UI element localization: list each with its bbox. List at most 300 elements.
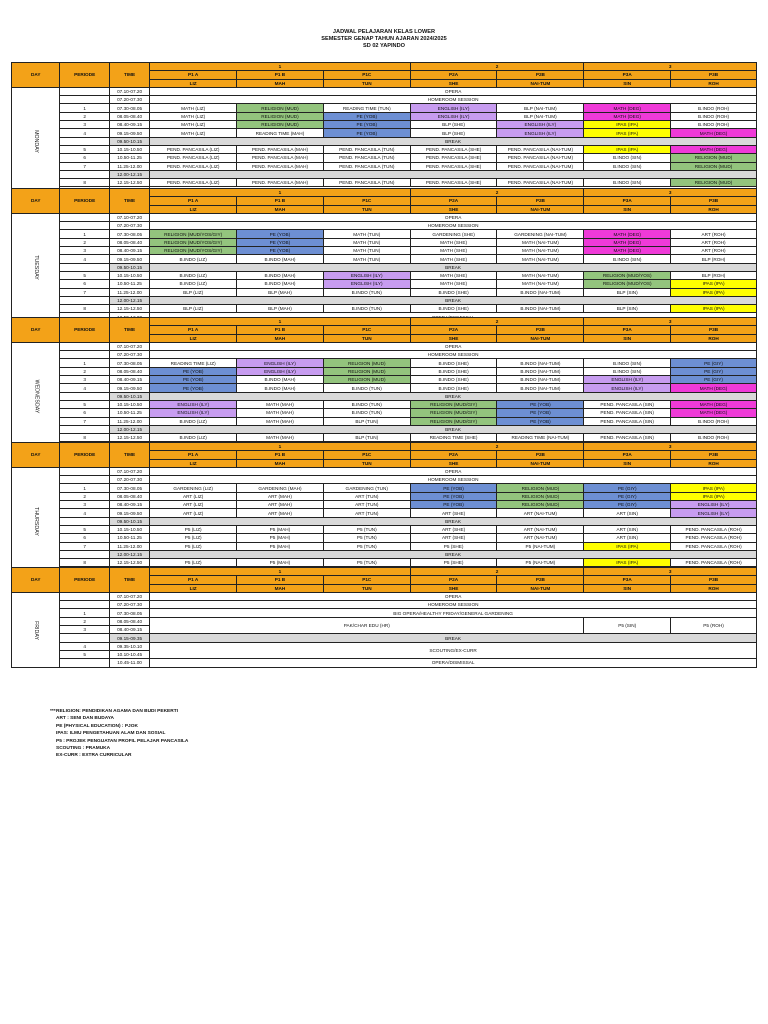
lesson-cell: RELIGION (MUD) — [497, 484, 584, 492]
lesson-cell: PE (YOB) — [497, 400, 584, 408]
span-cell: BREAK — [150, 137, 757, 145]
lesson-cell: ART (MAH) — [237, 492, 324, 500]
span-cell: HOMEROOM SESSION — [150, 476, 757, 484]
time-slot: 10.45-11.00 — [109, 659, 149, 667]
class-header: P3A — [584, 576, 671, 584]
schedule-row — [12, 271, 757, 279]
teacher-header: LIZ — [150, 459, 237, 467]
lesson-cell: ART (ROH) — [671, 238, 757, 246]
span-cell: BREAK — [150, 263, 757, 271]
lesson-cell: ENGLISH (ILY) — [671, 501, 757, 509]
lesson-cell: PE (YOB) — [237, 238, 324, 246]
lesson-cell: B.INDO (SIN) — [584, 359, 671, 367]
time-slot: 09.15-09.35 — [109, 634, 149, 642]
lesson-cell: RELIGION (MUD) — [237, 121, 324, 129]
lesson-cell: B.INDO (SHE) — [410, 367, 497, 375]
period-number — [60, 634, 109, 642]
lesson-cell: P5 (MAH) — [237, 559, 324, 567]
period-number: 1 — [60, 359, 109, 367]
lesson-cell: PE (YOB) — [150, 376, 237, 384]
class-header: P1C — [323, 197, 410, 205]
class-header: P2A — [410, 576, 497, 584]
time-slot: 07.20-07.30 — [109, 601, 149, 609]
legend-line: RELIGION: PENDIDIKAN AGAMA DAN BUDI PEKERTI — [56, 709, 178, 714]
grade-3-header: 3 — [584, 568, 757, 576]
class-header: P2B — [497, 326, 584, 334]
schedule-row — [12, 492, 757, 500]
class-header: P1 B — [237, 576, 324, 584]
time-slot: 11.25-12.00 — [109, 542, 149, 550]
periode-header: PERIODE — [60, 568, 109, 593]
schedule-row — [12, 238, 757, 246]
lesson-cell: ENGLISH (ILY) — [497, 121, 584, 129]
lesson-cell: B.INDO (SHE) — [410, 288, 497, 296]
lesson-cell: B.INDO (LIZ) — [150, 280, 237, 288]
lesson-cell: PE (YOB) — [150, 384, 237, 392]
lesson-cell: RELIGION (MUD/YOS/GIY) — [150, 230, 237, 238]
lesson-cell: B.INDO (MAH) — [237, 280, 324, 288]
schedule-row — [12, 280, 757, 288]
time-slot: 07.10-07.20 — [109, 592, 149, 600]
grade-1-header: 1 — [150, 443, 410, 451]
class-header: P3B — [671, 197, 757, 205]
schedule-row — [12, 425, 757, 433]
lesson-cell: RELIGION (MUD/YOS/GIY) — [150, 238, 237, 246]
lesson-cell: IPAS (IPA) — [671, 288, 757, 296]
lesson-cell: PEND. PANCASILA (SIN) — [584, 409, 671, 417]
time-slot: 08.40-09.15 — [109, 376, 149, 384]
time-slot: 12.15-12.50 — [109, 179, 149, 187]
lesson-cell: PEND. PANCASILA (TUN) — [323, 154, 410, 162]
period-number: 6 — [60, 154, 109, 162]
period-number: 2 — [60, 112, 109, 120]
time-slot: 09.35-10.10 — [109, 642, 149, 650]
lesson-cell: P5 (LIZ) — [150, 534, 237, 542]
time-slot: 07.10-07.20 — [109, 467, 149, 475]
legend-line: EX-CURR : EXTRA CURRICULAR — [56, 753, 132, 759]
lesson-cell: PE (YOB) — [237, 247, 324, 255]
period-number: 3 — [60, 626, 109, 634]
lesson-cell: ENGLISH (ILY) — [671, 509, 757, 517]
lesson-cell: PEND. PANCASILA (ROH) — [671, 542, 757, 550]
lesson-cell: BLP (TUN) — [323, 417, 410, 425]
schedule-row — [12, 121, 757, 129]
lesson-cell: ART (SIN) — [584, 509, 671, 517]
lesson-cell: PE (YOB) — [323, 129, 410, 137]
lesson-cell: ART (LIZ) — [150, 492, 237, 500]
span-cell: OPERA — [150, 342, 757, 350]
period-number: 1 — [60, 484, 109, 492]
schedule-row — [12, 367, 757, 375]
lesson-cell: GARDENING (NAI-TUM) — [497, 230, 584, 238]
lesson-cell: READING TIME (MAH) — [237, 129, 324, 137]
schedule-row — [12, 104, 757, 112]
lesson-cell: PEND. PANCASILA (SIN) — [584, 400, 671, 408]
time-slot: 07.20-07.30 — [109, 96, 149, 104]
lesson-cell: MATH (TUN) — [323, 255, 410, 263]
period-number: 6 — [60, 534, 109, 542]
lesson-cell: PEND. PANCASILA (MAH) — [237, 145, 324, 153]
time-slot: 08.05-08.40 — [109, 492, 149, 500]
time-slot: 10.15-10.50 — [109, 145, 149, 153]
schedule-row — [12, 305, 757, 313]
day-name — [12, 213, 60, 321]
schedule-row — [12, 247, 757, 255]
time-slot: 07.20-07.30 — [109, 222, 149, 230]
title-line-1: JADWAL PELAJARAN KELAS LOWER — [332, 29, 436, 35]
schedule-row — [12, 542, 757, 550]
lesson-cell: PE (YOB) — [410, 492, 497, 500]
legend-line: SCOUTING : PRAMUKA — [56, 746, 111, 752]
lesson-cell: B.INDO (SHE) — [410, 376, 497, 384]
time-header: TIME — [109, 318, 149, 343]
time-slot: 08.05-08.40 — [109, 238, 149, 246]
lesson-cell: BLP (NAI-TUM) — [497, 104, 584, 112]
legend — [50, 708, 189, 760]
lesson-cell: PEND. PANCASILA (MAH) — [237, 179, 324, 187]
lesson-cell: RELIGION (MUD) — [497, 501, 584, 509]
legend-line: ART : SENI DAN BUDAYA — [56, 716, 115, 722]
lesson-cell: ENGLISH (ILY) — [497, 129, 584, 137]
teacher-header: SIN — [584, 79, 671, 87]
lesson-cell: IPAS (IPA) — [584, 129, 671, 137]
class-header: P2B — [497, 71, 584, 79]
lesson-cell: MATH (LIZ) — [150, 121, 237, 129]
period-number — [60, 592, 109, 600]
lesson-cell: RELIGION (MUD/YOS/GIY) — [150, 247, 237, 255]
time-header: TIME — [109, 568, 149, 593]
lesson-cell: ENGLISH (ILY) — [584, 376, 671, 384]
periode-header: PERIODE — [60, 189, 109, 214]
class-header: P1 A — [150, 326, 237, 334]
schedule-row — [12, 617, 757, 625]
day-name-label: THURSDAY — [33, 507, 40, 537]
lesson-cell: B.INDO (ROH) — [671, 417, 757, 425]
time-slot: 07.30-08.05 — [109, 230, 149, 238]
lesson-cell: RELIGION (MUD) — [323, 359, 410, 367]
lesson-cell: RELIGION (MUD/GIY) — [410, 400, 497, 408]
lesson-cell: GARDENING (TUN) — [323, 484, 410, 492]
schedule-row — [12, 213, 757, 221]
period-number — [60, 601, 109, 609]
lesson-cell: MATH (LIZ) — [150, 104, 237, 112]
legend-line: IPAS: ILMU PENGETAHUAN ALAM DAN SOSIAL — [56, 731, 166, 737]
span-cell: BREAK — [150, 634, 757, 642]
time-slot: 10.50-11.25 — [109, 409, 149, 417]
class-header: P3B — [671, 451, 757, 459]
time-slot: 12.15-12.50 — [109, 559, 149, 567]
period-number: 1 — [60, 104, 109, 112]
lesson-cell: PEND. PANCASILA (SHE) — [410, 162, 497, 170]
class-header: P1C — [323, 576, 410, 584]
schedule-row — [12, 296, 757, 304]
lesson-cell: RELIGION (MUD) — [323, 367, 410, 375]
period-number — [60, 170, 109, 178]
lesson-cell: BLP (MAH) — [237, 305, 324, 313]
lesson-cell: MATH (DEG) — [584, 238, 671, 246]
time-slot: 09.15-09.50 — [109, 384, 149, 392]
teacher-header: ROH — [671, 205, 757, 213]
periode-header: PERIODE — [60, 318, 109, 343]
lesson-cell: B.INDO (LIZ) — [150, 271, 237, 279]
schedule-row — [12, 559, 757, 567]
schedule-row — [12, 222, 757, 230]
lesson-cell: PEND. PANCASILA (LIZ) — [150, 145, 237, 153]
lesson-cell: B.INDO (SIN) — [584, 255, 671, 263]
grade-1-header: 1 — [150, 189, 410, 197]
teacher-header: SHE — [410, 459, 497, 467]
lesson-cell: PE (GIY) — [584, 484, 671, 492]
time-slot: 07.10-07.20 — [109, 87, 149, 95]
schedule-row — [12, 255, 757, 263]
span-cell: BREAK — [150, 517, 757, 525]
period-number: 3 — [60, 501, 109, 509]
period-number — [60, 392, 109, 400]
lesson-cell: MATH (SHE) — [410, 247, 497, 255]
lesson-cell: B.INDO (LIZ) — [150, 417, 237, 425]
teacher-header: LIZ — [150, 79, 237, 87]
day-name-label: TUESDAY — [33, 255, 40, 281]
lesson-cell: BLP (ROH) — [671, 271, 757, 279]
lesson-cell: P5 (TUN) — [323, 534, 410, 542]
lesson-cell: RELIGION (MUD) — [671, 154, 757, 162]
span-cell: HOMEROOM SESSION — [150, 96, 757, 104]
lesson-cell: IPAS (IPA) — [671, 305, 757, 313]
teacher-header: SHE — [410, 205, 497, 213]
teacher-header: SHE — [410, 79, 497, 87]
teacher-header: NAI-TUM — [497, 205, 584, 213]
lesson-cell: PEND. PANCASILA (SHE) — [410, 154, 497, 162]
lesson-cell: ENGLISH (ILY) — [237, 359, 324, 367]
lesson-cell: GARDENING (LIZ) — [150, 484, 237, 492]
lesson-cell: B.INDO (LIZ) — [150, 434, 237, 442]
grade-3-header: 3 — [584, 443, 757, 451]
teacher-header: NAI-TUM — [497, 334, 584, 342]
time-slot: 09.50-10.15 — [109, 517, 149, 525]
lesson-cell: PE (YOB) — [410, 484, 497, 492]
lesson-cell: MATH (DEG) — [671, 400, 757, 408]
day-header: DAY — [12, 63, 60, 88]
schedule-row — [12, 534, 757, 542]
lesson-cell: MATH (SHE) — [410, 255, 497, 263]
lesson-cell: IPAS (IPA) — [671, 280, 757, 288]
class-header: P2B — [497, 197, 584, 205]
lesson-cell: P5 (SHE) — [410, 559, 497, 567]
class-header: P1 A — [150, 576, 237, 584]
lesson-cell: B.INDO (ROH) — [671, 121, 757, 129]
time-slot: 09.15-09.50 — [109, 255, 149, 263]
day-table-friday — [11, 567, 757, 668]
title-line-2: SEMESTER GENAP TAHUN AJARAN 2024/2025 — [321, 36, 447, 42]
lesson-cell: MATH (NAI-TUM) — [497, 247, 584, 255]
grade-2-header: 2 — [410, 568, 584, 576]
period-number: 6 — [60, 280, 109, 288]
class-header: P1 B — [237, 197, 324, 205]
lesson-cell: MATH (MAH) — [237, 409, 324, 417]
time-slot: 10.50-11.25 — [109, 154, 149, 162]
time-slot: 07.30-08.05 — [109, 359, 149, 367]
span-cell: HOMEROOM SESSION — [150, 601, 757, 609]
period-number: 5 — [60, 650, 109, 658]
lesson-cell: IPAS (IPA) — [584, 559, 671, 567]
lesson-cell: B.INDO (SHE) — [410, 359, 497, 367]
lesson-cell: PEND. PANCASILA (ROH) — [671, 525, 757, 533]
schedule-row — [12, 96, 757, 104]
lesson-cell: ART (TUN) — [323, 509, 410, 517]
schedule-row — [12, 400, 757, 408]
schedule-row — [12, 434, 757, 442]
lesson-cell: ART (SHE) — [410, 534, 497, 542]
lesson-cell: IPAS (IPA) — [584, 145, 671, 153]
lesson-cell: BLP (SHE) — [410, 121, 497, 129]
legend-line: PE (PHYSICAL EDUCATION) : PJOK — [56, 723, 138, 729]
teacher-header: TUN — [323, 584, 410, 592]
grade-2-header: 2 — [410, 318, 584, 326]
schedule-row — [12, 409, 757, 417]
lesson-cell: B.INDO (ROH) — [671, 112, 757, 120]
lesson-cell: IPAS (IPA) — [671, 484, 757, 492]
lesson-cell: MATH (NAI-TUM) — [497, 255, 584, 263]
lesson-cell: B.INDO (TUN) — [323, 305, 410, 313]
lesson-cell: ART (ROH) — [671, 247, 757, 255]
time-header: TIME — [109, 443, 149, 468]
schedule-row — [12, 467, 757, 475]
lesson-cell: B.INDO (SIN) — [584, 162, 671, 170]
lesson-cell: B.INDO (MAH) — [237, 376, 324, 384]
lesson-cell: BLP (MAH) — [237, 288, 324, 296]
lesson-cell: BLP (SIN) — [584, 305, 671, 313]
lesson-cell: B.INDO (SIN) — [584, 179, 671, 187]
lesson-cell: MATH (DEG) — [584, 230, 671, 238]
period-number — [60, 296, 109, 304]
schedule-row — [12, 230, 757, 238]
lesson-cell: B.INDO (SHE) — [410, 305, 497, 313]
period-number: 5 — [60, 271, 109, 279]
span-cell: BREAK — [150, 296, 757, 304]
period-number: 4 — [60, 509, 109, 517]
lesson-cell: B.INDO (NAI-TUM) — [497, 384, 584, 392]
schedule-row — [12, 112, 757, 120]
day-name-label: WEDNESDAY — [33, 379, 40, 414]
class-header: P1 B — [237, 451, 324, 459]
grade-2-header: 2 — [410, 189, 584, 197]
period-number: 7 — [60, 542, 109, 550]
time-slot: 12.00-12.15 — [109, 425, 149, 433]
time-slot: 12.15-12.50 — [109, 305, 149, 313]
teacher-header: MAH — [237, 79, 324, 87]
lesson-cell: ENGLISH (ILY) — [150, 409, 237, 417]
grade-2-header: 2 — [410, 443, 584, 451]
schedule-row — [12, 359, 757, 367]
day-name — [12, 342, 60, 450]
lesson-cell: ART (LIZ) — [150, 501, 237, 509]
time-slot: 07.20-07.30 — [109, 476, 149, 484]
lesson-cell: PEND. PANCASILA (TUN) — [323, 179, 410, 187]
lesson-cell: ART (SIN) — [584, 534, 671, 542]
grade-2-header: 2 — [410, 63, 584, 71]
time-slot: 08.05-08.40 — [109, 617, 149, 625]
lesson-cell: ENGLISH (ILY) — [323, 280, 410, 288]
day-name — [12, 592, 60, 667]
lesson-cell: RELIGION (MUD/YOS) — [584, 280, 671, 288]
schedule-row — [12, 288, 757, 296]
time-slot: 08.40-09.15 — [109, 626, 149, 634]
day-header: DAY — [12, 318, 60, 343]
lesson-cell: ART (MAH) — [237, 501, 324, 509]
lesson-cell: IPAS (IPA) — [584, 542, 671, 550]
lesson-cell: BLP (SHE) — [410, 129, 497, 137]
class-header: P3B — [671, 71, 757, 79]
period-number: 2 — [60, 367, 109, 375]
lesson-cell: MATH (DEG) — [671, 409, 757, 417]
teacher-header: SIN — [584, 584, 671, 592]
lesson-cell: BLP (TUN) — [323, 434, 410, 442]
grade-3-header: 3 — [584, 189, 757, 197]
period-number: 1 — [60, 230, 109, 238]
span-cell: HOMEROOM SESSION — [150, 351, 757, 359]
lesson-cell: PE (GIY) — [584, 501, 671, 509]
lesson-cell: B.INDO (SHE) — [410, 384, 497, 392]
lesson-cell: P5 (MAH) — [237, 525, 324, 533]
grade-3-header: 3 — [584, 318, 757, 326]
teacher-header: NAI-TUM — [497, 584, 584, 592]
teacher-header: SIN — [584, 334, 671, 342]
time-slot: 07.30-08.05 — [109, 104, 149, 112]
lesson-cell: PE (YOB) — [150, 367, 237, 375]
lesson-cell: B.INDO (MAH) — [237, 384, 324, 392]
class-header: P2A — [410, 197, 497, 205]
span-cell: HOMEROOM SESSION — [150, 222, 757, 230]
teacher-header: NAI-TUM — [497, 79, 584, 87]
time-slot: 11.25-12.00 — [109, 288, 149, 296]
class-header: P3B — [671, 576, 757, 584]
teacher-header: MAH — [237, 334, 324, 342]
period-number: 8 — [60, 179, 109, 187]
time-slot: 12.00-12.15 — [109, 550, 149, 558]
time-slot: 07.30-08.05 — [109, 484, 149, 492]
lesson-cell: BLP (NAI-TUM) — [497, 112, 584, 120]
schedule-row — [12, 170, 757, 178]
lesson-cell: MATH (SHE) — [410, 280, 497, 288]
lesson-cell: MATH (DEG) — [584, 112, 671, 120]
lesson-cell: READING TIME (TUN) — [323, 104, 410, 112]
time-slot: 08.40-09.15 — [109, 121, 149, 129]
teacher-header: MAH — [237, 459, 324, 467]
schedule-row — [12, 509, 757, 517]
time-slot: 09.15-09.50 — [109, 129, 149, 137]
grade-1-header: 1 — [150, 568, 410, 576]
time-slot: 10.50-11.25 — [109, 534, 149, 542]
span-cell: BREAK — [150, 392, 757, 400]
time-slot: 09.15-09.50 — [109, 509, 149, 517]
teacher-header: LIZ — [150, 584, 237, 592]
lesson-cell: ART (SHE) — [410, 509, 497, 517]
lesson-cell: ART (MAH) — [237, 509, 324, 517]
lesson-cell: P5 (MAH) — [237, 534, 324, 542]
period-number: 2 — [60, 238, 109, 246]
lesson-cell: MATH (MAH) — [237, 434, 324, 442]
class-header: P2B — [497, 451, 584, 459]
teacher-header: MAH — [237, 584, 324, 592]
day-header: DAY — [12, 568, 60, 593]
lesson-cell: PEND. PANCASILA (MAH) — [237, 154, 324, 162]
time-slot: 10.15-10.50 — [109, 400, 149, 408]
period-number: 4 — [60, 255, 109, 263]
period-number: 2 — [60, 617, 109, 625]
lesson-cell: B.INDO (NAI-TUM) — [497, 288, 584, 296]
period-number: 2 — [60, 492, 109, 500]
lesson-cell: IPAS (IPA) — [584, 121, 671, 129]
